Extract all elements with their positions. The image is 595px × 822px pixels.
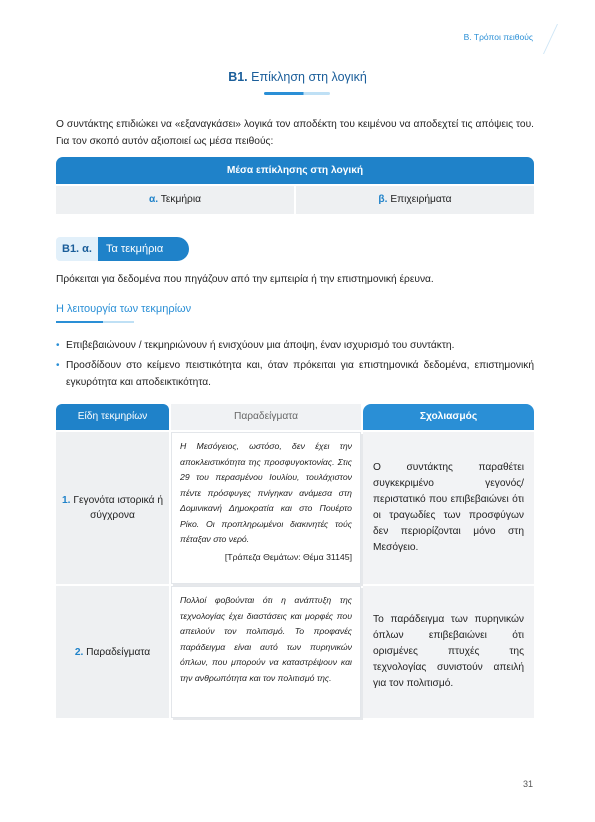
comment-text: Το παράδειγμα των πυρηνικών όπλων επιβεβαιώνει ότι ορισμένες πτυχές της τεχνολογίας συνιστούν απειλή για τον πολιτισμό.	[373, 614, 524, 689]
evidence-type-cell	[56, 586, 169, 718]
header-comments: Σχολιασμός	[363, 404, 534, 430]
example-cell	[171, 432, 361, 584]
intro-line-2: του. Για τον σκοπό αυτόν αξιοποιεί ως μέσα πειθούς:	[56, 119, 534, 147]
means-item-letter: β.	[378, 194, 388, 205]
evidence-type-label: Γεγονότα ιστορικά ή σύγχρονα	[73, 495, 163, 521]
means-table-header: Μέσα επίκλησης στη λογική	[56, 157, 534, 184]
example-cell	[171, 586, 361, 718]
bullet-icon: •	[56, 360, 60, 371]
evidence-type-number: 2.	[74, 646, 84, 658]
function-heading: Η λειτουργία των τεκμηρίων	[56, 303, 192, 315]
header-types: Είδη τεκμηρίων	[56, 404, 169, 430]
page-number: 31	[523, 779, 534, 789]
means-item-evidence	[56, 186, 294, 214]
subsection-code: Β1. α.	[56, 237, 98, 261]
definition-text: Πρόκειται για δεδομένα που πηγάζουν από την εμπειρία ή την επιστημονική έρευνα.	[56, 274, 434, 285]
section-title-text: Επίκληση στη λογική	[251, 70, 367, 84]
section-code: Β1.	[228, 70, 248, 84]
comment-cell	[363, 432, 534, 584]
means-item-arguments	[296, 186, 534, 214]
intro-line-1: Ο συντάκτης επιδιώκει να «εξαναγκάσει» λογικά τον αποδέκτη του κειμένου να αποδεχτεί τις απόψεις	[56, 119, 514, 130]
header-examples: Παραδείγματα	[171, 404, 361, 430]
header-decoration	[530, 24, 558, 54]
means-item-label: Τεκμήρια	[160, 194, 201, 205]
table-row	[56, 586, 534, 718]
bullet-text: Επιβεβαιώνουν / τεκμηριώνουν ή ενισχύουν μια άποψη, έναν ισχυρισμό του συντάκτη.	[66, 340, 455, 351]
example-text: Πολλοί φοβούνται ότι η ανάπτυξη της τεχνολογίας έχει διαστάσεις και μορφές που απειλούν τον πολιτισμό. Το προφανές παράδειγμα είναι αυτό των πυρηνικών όπλων, που μπορούν να καταστρέψουν και την ανθρωπότητα και τον πολιτισμό της.	[180, 595, 352, 683]
table-row	[56, 432, 534, 584]
subsection-heading	[56, 237, 189, 261]
section-tag: Β. Τρόποι πειθούς	[463, 32, 533, 42]
function-bullet-list	[56, 337, 534, 394]
evidence-type-number: 1.	[62, 495, 71, 506]
section-title	[0, 70, 595, 84]
examples-table-header	[56, 404, 534, 430]
example-text: Η Μεσόγειος, ωστόσο, δεν έχει την αποκλειστικότητα της προσφυγοκτονίας. Στις 29 του περασμένου Ιουλίου, τουλάχιστον πέντε πρόσφυγες πνίγηκαν ανάμεσα στη Δομινικανή Δημοκρατία και στο Πουέρτο Ρίκο. Οι προπληρωμένοι διακινητές τούς πέταξαν στο νερό.	[180, 441, 352, 544]
evidence-type-cell	[56, 432, 169, 584]
example-source: [Τράπεζα Θεμάτων: Θέμα 31145]	[224, 551, 352, 562]
intro-paragraph	[56, 116, 534, 150]
examples-table	[56, 404, 534, 718]
means-item-letter: α.	[149, 194, 159, 205]
list-item	[56, 357, 534, 391]
function-underline	[56, 321, 134, 323]
bullet-icon: •	[56, 340, 60, 351]
subsection-title: Τα τεκμήρια	[98, 237, 189, 261]
comment-cell	[363, 586, 534, 718]
means-item-label: Επιχειρήματα	[390, 194, 452, 205]
title-underline	[264, 92, 330, 95]
comment-text: Ο συντάκτης παραθέτει συγκεκριμένο γεγονός/περιστατικό που επιβεβαιώνει ότι οι τραγωδίες των προσφύγων δεν περιορίζονται μόνο στη Μεσόγειο.	[373, 462, 524, 553]
bullet-text: Προσδίδουν στο κείμενο πειστικότητα και, όταν πρόκειται για επιστημονικά δεδομένα, επιστημονική εγκυρότητα και αποδεικτικότητα.	[66, 360, 534, 388]
means-table	[56, 157, 534, 214]
evidence-type-label: Παραδείγματα	[86, 646, 151, 658]
means-table-row	[56, 186, 534, 214]
list-item	[56, 337, 534, 354]
